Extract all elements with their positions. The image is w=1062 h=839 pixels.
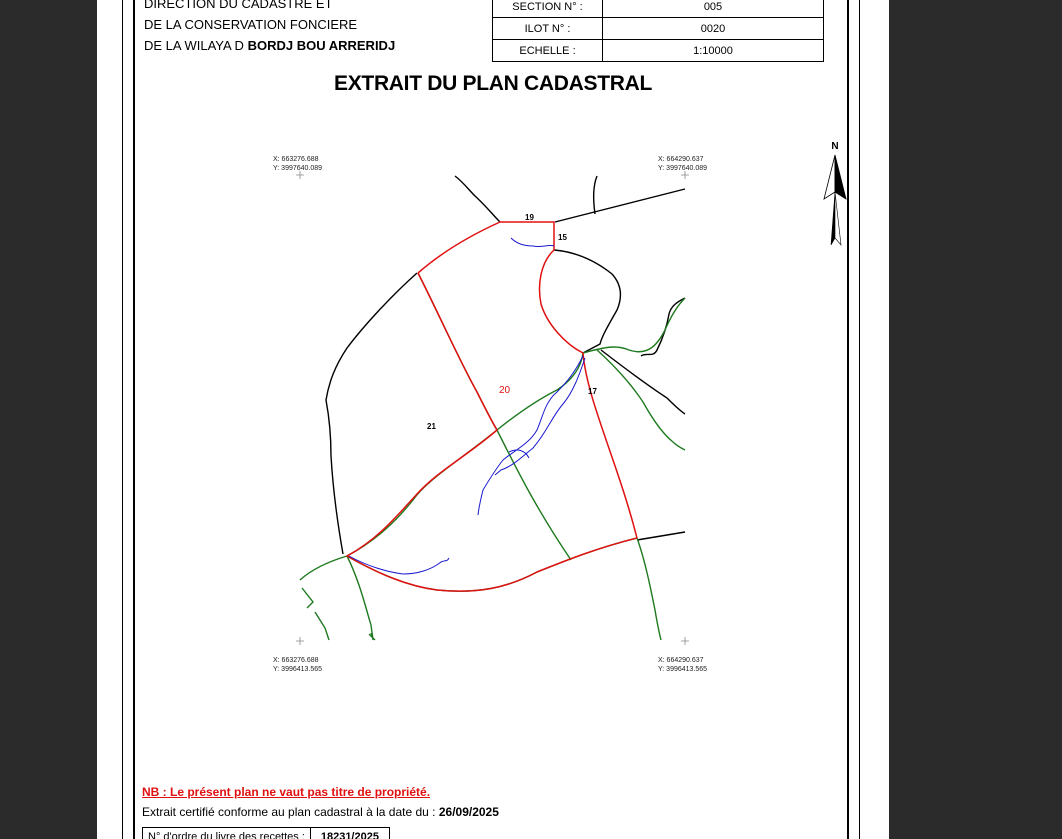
green-line-fragment <box>369 633 375 640</box>
parcel-label-21: 21 <box>427 422 436 431</box>
boundary-right-mid <box>601 350 685 414</box>
parcel-label-17: 17 <box>588 387 597 396</box>
green-line-central-south <box>497 430 571 560</box>
coord-bottom-right <box>658 656 707 674</box>
parcel-20-east-edge <box>418 222 637 538</box>
certification-date: 26/09/2025 <box>438 805 499 819</box>
green-line-southwest-left <box>300 556 347 580</box>
parcel-label-20: 20 <box>499 385 511 396</box>
certification-text: Extrait certifié conforme au plan cadastral à la date du : <box>142 805 436 819</box>
coord-top-right <box>658 155 707 173</box>
echelle-label: ECHELLE : <box>493 40 603 62</box>
property-title-notice: NB : Le présent plan ne vaut pas titre de propriété. <box>142 785 431 799</box>
green-line-south <box>347 538 637 591</box>
document-title: EXTRAIT DU PLAN CADASTRAL <box>334 72 652 95</box>
boundary-top-left-road <box>455 176 500 222</box>
header-line-3-prefix: DE LA WILAYA D <box>144 38 244 53</box>
coord-bottom-left <box>273 656 322 674</box>
water-lines <box>349 238 585 574</box>
water-line-central <box>478 356 583 515</box>
water-line-north <box>511 238 554 247</box>
parcel-label-19: 19 <box>525 213 534 222</box>
green-line-field-edge <box>302 588 329 640</box>
parcel-label-15: 15 <box>558 233 567 242</box>
north-label: N <box>831 141 839 152</box>
green-line-southwest <box>347 430 497 556</box>
coord-top-right-x: X: 664290.637 <box>658 156 704 163</box>
coord-top-left-x: X: 663276.688 <box>273 156 319 163</box>
coord-bottom-right-x: X: 664290.637 <box>658 657 704 664</box>
cadastral-extract-page <box>97 0 889 839</box>
receipt-order-row <box>143 828 390 839</box>
parcel-20-west-south-edge <box>347 273 637 591</box>
boundary-loop-east <box>554 250 620 353</box>
boundary-top-branch <box>594 176 597 214</box>
coord-top-left-y: Y: 3997640.089 <box>273 165 323 172</box>
header-line-2: DE LA CONSERVATION FONCIERE <box>144 17 358 32</box>
corner-marker-bottom-right <box>681 637 689 645</box>
green-line-east <box>597 350 685 450</box>
north-arrow-lower-left <box>831 192 835 245</box>
subject-parcel-outline <box>347 222 637 591</box>
north-arrow-upper-right <box>835 155 846 199</box>
coord-bottom-left-x: X: 663276.688 <box>273 657 319 664</box>
receipt-order-label: N° d'ordre du livre des recettes : <box>143 828 311 839</box>
wilaya-name: BORDJ BOU ARRERIDJ <box>247 38 396 53</box>
corner-marker-bottom-left <box>296 637 304 645</box>
green-lines <box>300 273 685 640</box>
green-line-south-east <box>637 538 661 640</box>
coord-bottom-right-y: Y: 3996413.565 <box>658 666 708 673</box>
header-line-1: DIRECTION DU CADASTRE ET <box>144 0 333 11</box>
boundary-south-road <box>637 532 685 540</box>
north-arrow-lower-right <box>835 192 841 245</box>
north-arrow <box>824 141 846 245</box>
boundary-top-right-road <box>555 189 685 222</box>
ilot-label: ILOT N° : <box>493 18 603 40</box>
coord-bottom-left-y: Y: 3996413.565 <box>273 666 323 673</box>
cadastral-plan <box>97 0 889 760</box>
section-label: SECTION N° : <box>493 0 603 18</box>
green-line-southwest-down <box>347 556 373 640</box>
echelle-value: 1:10000 <box>603 40 824 62</box>
black-boundaries <box>326 176 685 554</box>
section-value: 005 <box>603 0 824 18</box>
north-arrow-upper-left <box>824 155 835 199</box>
coord-top-right-y: Y: 3997640.089 <box>658 165 708 172</box>
parcel-labels <box>427 213 597 431</box>
ilot-value: 0020 <box>603 18 824 40</box>
certification-line <box>142 805 499 819</box>
coord-top-left <box>273 155 322 173</box>
water-line-small <box>509 450 529 458</box>
receipt-order-number: 18231/2025 <box>310 828 389 839</box>
receipt-order-table <box>142 827 390 839</box>
